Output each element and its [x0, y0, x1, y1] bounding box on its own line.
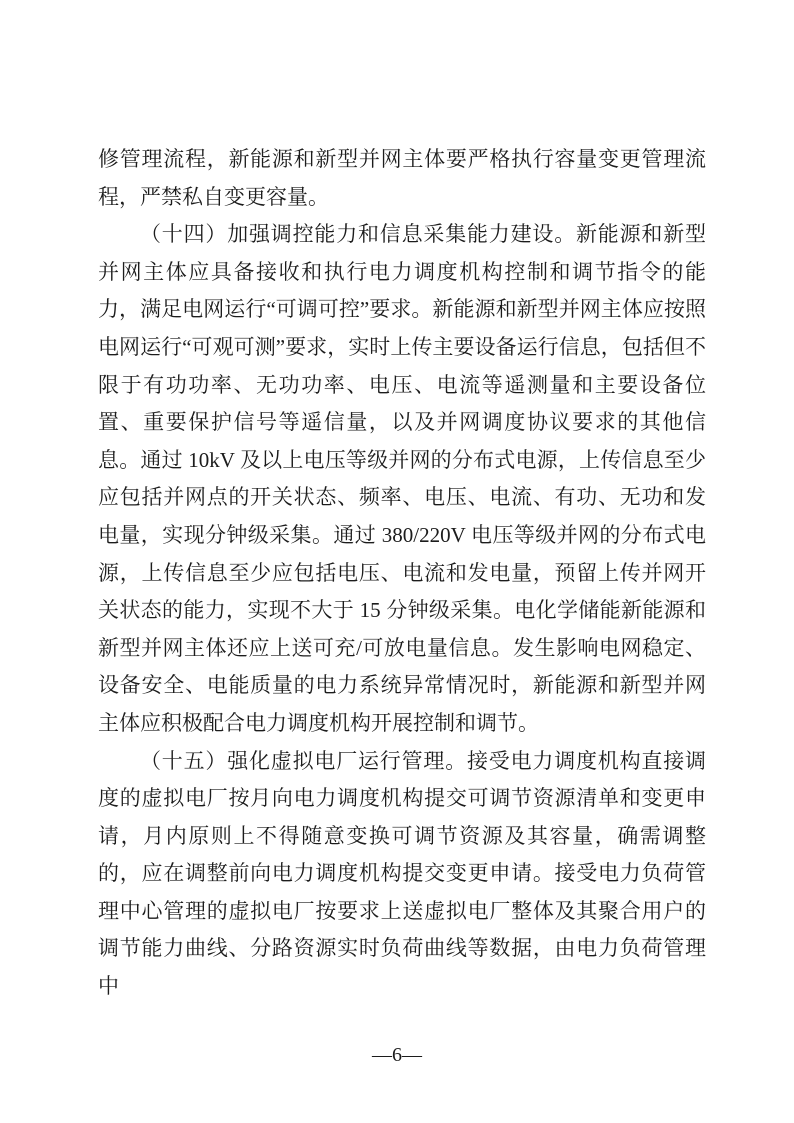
paragraph-text: 修管理流程，新能源和新型并网主体要严格执行容量变更管理流程，严禁私自变更容量。 — [98, 147, 706, 209]
section-heading-14: （十四）加强调控能力和信息采集能力建设。 — [140, 222, 576, 247]
paragraph-section-14 — [98, 216, 706, 742]
paragraph-continuation — [98, 141, 706, 216]
page-number-label: —6— — [372, 1044, 422, 1066]
paragraph-text: 接受电力调度机构直接调度的虚拟电厂按月向电力调度机构提交可调节资源清单和变更申请，月内原则上不得随意变换可调节资源及其容量，确需调整的，应在调整前向电力调度机构提交变更申请。接受电力负荷管理中心管理的虚拟电厂按要求上送虚拟电厂整体及其聚合用户的调节能力曲线、分路资源实时负荷曲线等数据，由电力负荷管理中 — [98, 748, 706, 999]
paragraph-section-15 — [98, 743, 706, 1006]
section-heading-15: （十五）强化虚拟电厂运行管理。 — [140, 748, 467, 773]
paragraph-text: 新能源和新型并网主体应具备接收和执行电力调度机构控制和调节指令的能力，满足电网运行“可调可控”要求。新能源和新型并网主体应按照电网运行“可观可测”要求，实时上传主要设备运行信息，包括但不限于有功功率、无功功率、电压、电流等遥测量和主要设备位置、重要保护信号等遥信量，以及并网调度协议要求的其他信息。通过 10kV 及以上电压等级并网的分布式电源，上传信息至少应包括并网点的开关状态、频率、电压、电流、有功、无功和发电量，实现分钟级采集。通过 380/220V 电压等级并网的分布式电源，上传信息至少应包括电压、电流和发电量，预留上传并网开关状态的能力，实现不大于 15 分钟级采集。电化学储能新能源和新型并网主体还应上送可充/可放电量信息。发生影响电网稳定、设备安全、电能质量的电力系统异常情况时，新能源和新型并网主体应积极配合电力调度机构开展控制和调节。 — [98, 222, 706, 735]
page-number — [0, 1042, 794, 1068]
document-body — [98, 141, 706, 1006]
